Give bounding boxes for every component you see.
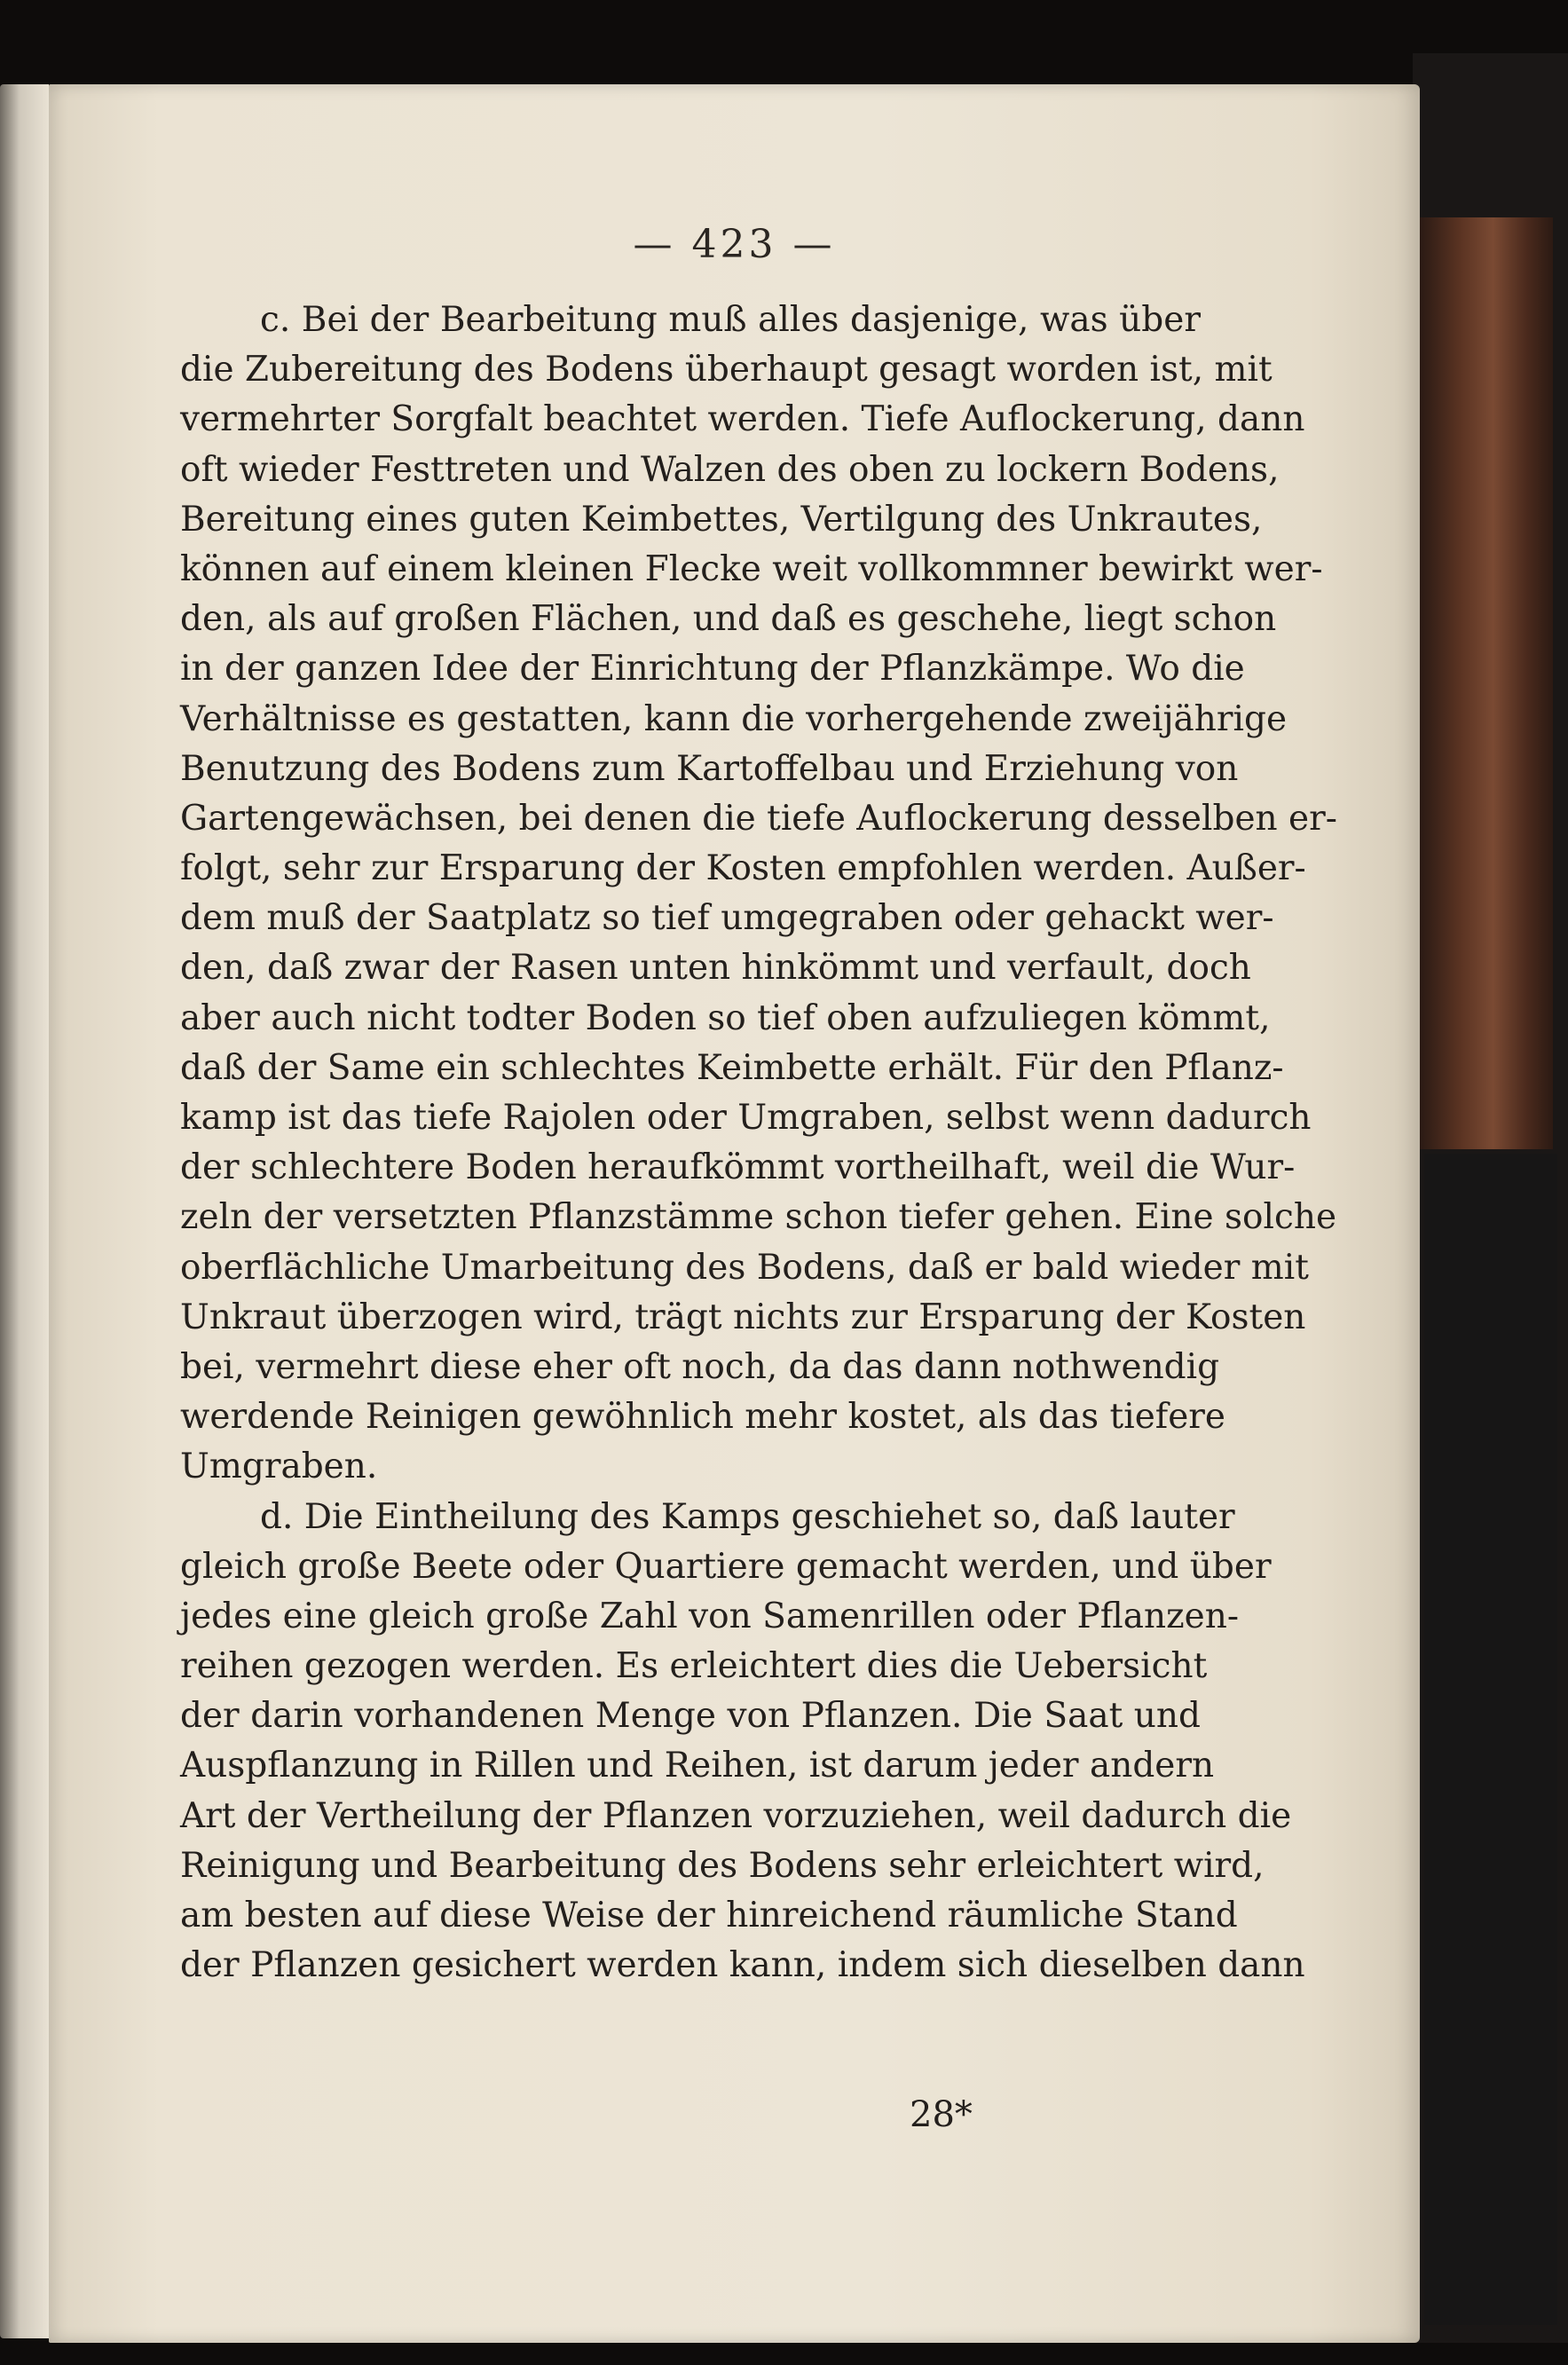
text-line: zeln der versetzten Pflanzstämme schon tiefer gehen. Eine solche	[180, 1197, 1337, 1238]
text-line: den, als auf großen Flächen, und daß es geschehe, liegt schon	[180, 599, 1277, 640]
text-line: der darin vorhandenen Menge von Pflanzen. Die Saat und	[180, 1696, 1201, 1737]
text-line: bei, vermehrt diese eher oft noch, da das dann nothwendig	[180, 1346, 1220, 1387]
text-line: reihen gezogen werden. Es erleichtert dies die Uebersicht	[180, 1646, 1208, 1687]
text-line: der schlechtere Boden heraufkömmt vortheilhaft, weil die Wur-	[180, 1147, 1296, 1188]
text-line: Auspflanzung in Rillen und Reihen, ist darum jeder andern	[180, 1746, 1215, 1786]
text-line: den, daß zwar der Rasen unten hinkömmt und verfault, doch	[180, 948, 1251, 989]
text-line: oft wieder Festtreten und Walzen des oben zu lockern Bodens,	[180, 449, 1280, 490]
text-line: Bereitung eines guten Keimbettes, Vertilgung des Unkrautes,	[180, 499, 1263, 540]
text-line: c. Bei der Bearbeitung muß alles dasjenige, was über	[260, 300, 1201, 340]
left-page-edge	[0, 84, 49, 2338]
text-line: Umgraben.	[180, 1447, 378, 1487]
text-line: Gartengewächsen, bei denen die tiefe Auflockerung desselben er-	[180, 798, 1337, 839]
text-line: am besten auf diese Weise der hinreichend räumliche Stand	[180, 1896, 1238, 1935]
book-page	[49, 84, 1420, 2343]
signature-mark: 28*	[910, 2094, 973, 2135]
text-line: kamp ist das tiefe Rajolen oder Umgraben, selbst wenn dadurch	[180, 1098, 1312, 1138]
page-number: — 423 —	[633, 222, 836, 267]
text-line: in der ganzen Idee der Einrichtung der Pflanzkämpe. Wo die	[180, 649, 1245, 690]
text-line: vermehrter Sorgfalt beachtet werden. Tiefe Auflockerung, dann	[180, 399, 1305, 440]
text-line: jedes eine gleich große Zahl von Samenrillen oder Pflanzen-	[180, 1596, 1240, 1636]
text-line: dem muß der Saatplatz so tief umgegraben oder gehackt wer-	[180, 898, 1274, 939]
body-text	[180, 296, 1337, 1991]
text-line: Art der Vertheilung der Pflanzen vorzuziehen, weil dadurch die	[180, 1795, 1292, 1836]
text-line: d. Die Eintheilung des Kamps geschiehet so, daß lauter	[260, 1496, 1235, 1537]
text-line: werdende Reinigen gewöhnlich mehr kostet, als das tiefere	[180, 1397, 1226, 1438]
text-line: aber auch nicht todter Boden so tief oben aufzuliegen kömmt,	[180, 997, 1271, 1038]
text-line: Reinigung und Bearbeitung des Bodens sehr erleichtert wird,	[180, 1845, 1265, 1886]
text-line: können auf einem kleinen Flecke weit vollkommner bewirkt wer-	[180, 548, 1323, 589]
text-line: daß der Same ein schlechtes Keimbette erhält. Für den Pflanz-	[180, 1047, 1284, 1088]
text-line: der Pflanzen gesichert werden kann, indem sich dieselben dann	[180, 1945, 1305, 1986]
cloth-cover	[1424, 1154, 1557, 2325]
text-line: Benutzung des Bodens zum Kartoffelbau und Erziehung von	[180, 748, 1239, 789]
leather-spine-corner	[1420, 217, 1553, 1149]
text-line: gleich große Beete oder Quartiere gemacht werden, und über	[180, 1546, 1272, 1587]
text-line: oberflächliche Umarbeitung des Bodens, daß er bald wieder mit	[180, 1247, 1309, 1288]
text-line: Verhältnisse es gestatten, kann die vorhergehende zweijährige	[180, 698, 1288, 739]
text-line: die Zubereitung des Bodens überhaupt gesagt worden ist, mit	[180, 350, 1273, 390]
text-line: folgt, sehr zur Ersparung der Kosten empfohlen werden. Außer-	[180, 848, 1306, 889]
text-line: Unkraut überzogen wird, trägt nichts zur Ersparung der Kosten	[180, 1297, 1306, 1337]
